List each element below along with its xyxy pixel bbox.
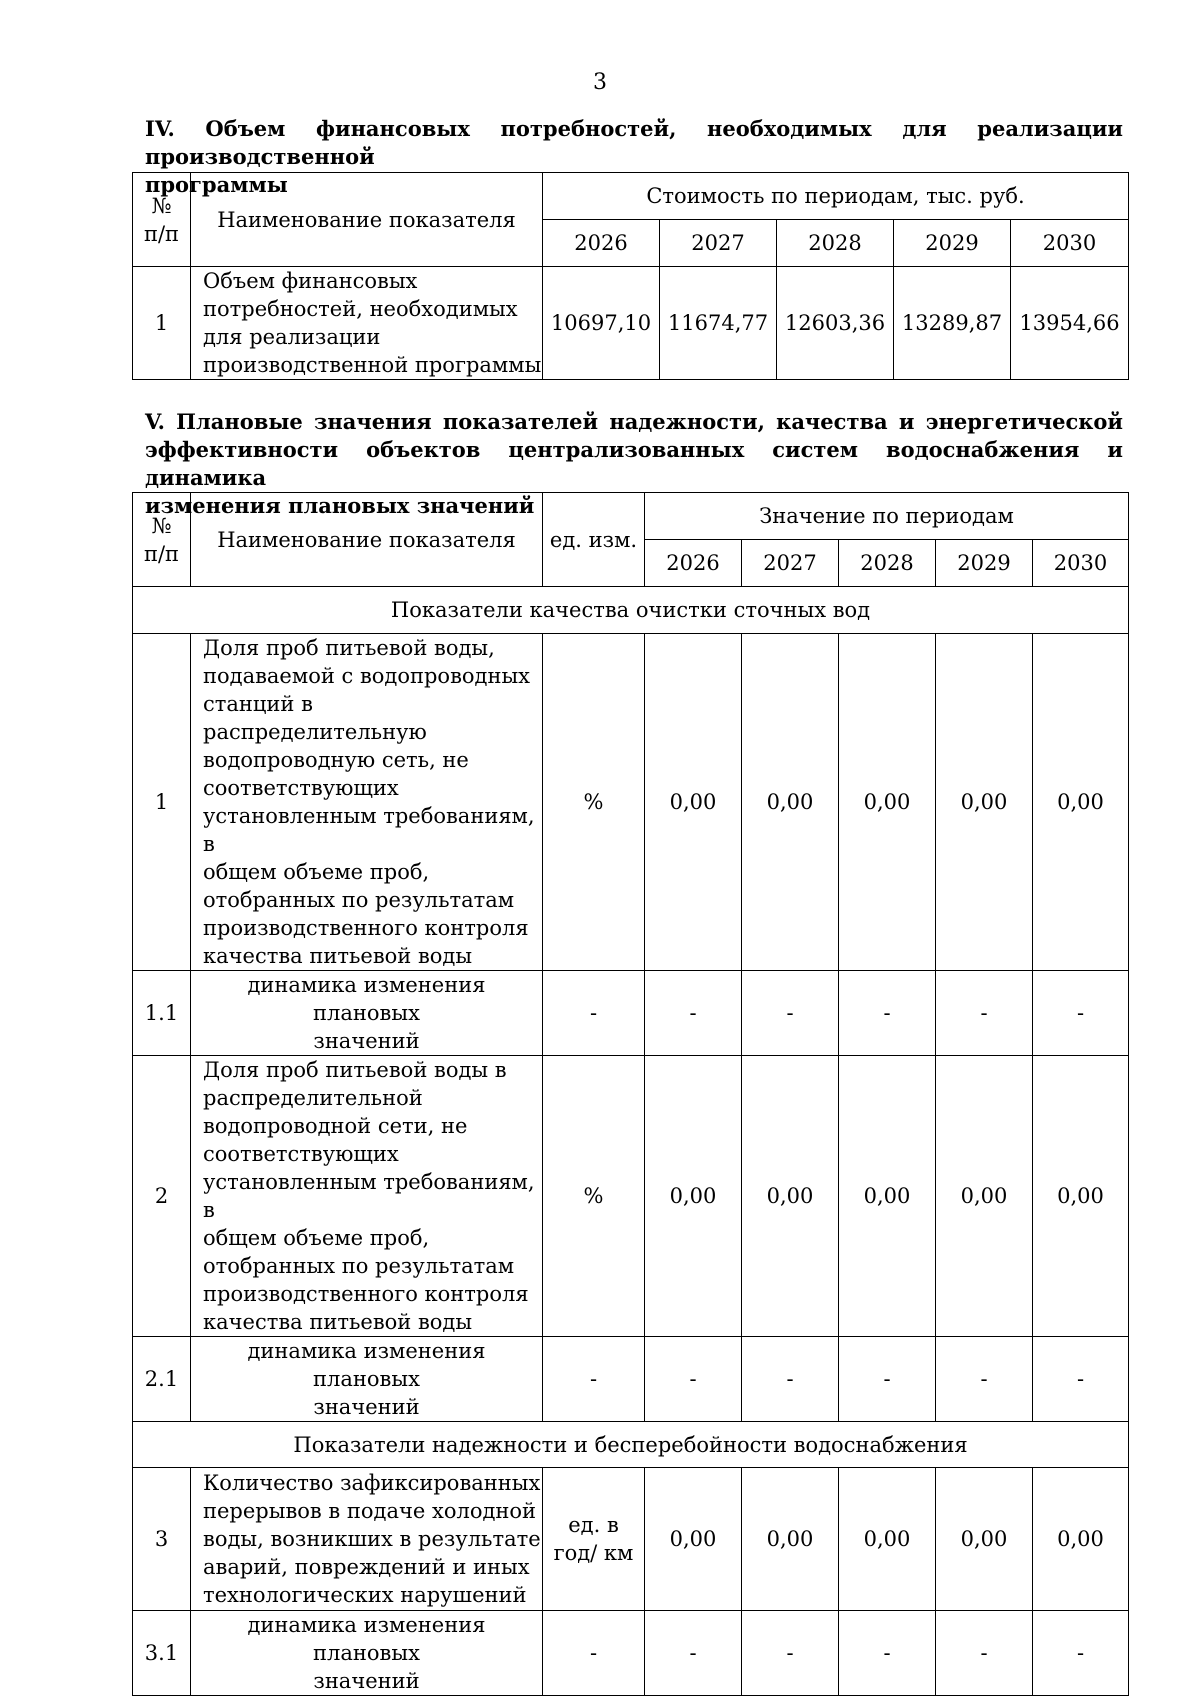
heading-line: программы <box>145 172 288 197</box>
header-name: Наименование показателя <box>191 493 543 587</box>
row-no: 2.1 <box>133 1337 191 1422</box>
name-line: Количество зафиксированных <box>203 1471 541 1495</box>
row-value: 0,00 <box>936 1468 1033 1611</box>
header-year: 2027 <box>742 540 839 587</box>
row-value: - <box>742 1337 839 1422</box>
row-value: 13289,87 <box>894 267 1011 380</box>
name-line: динамика изменения плановых <box>247 973 486 1025</box>
header-year: 2026 <box>543 220 660 267</box>
name-line: производственного контроля <box>203 916 529 940</box>
name-line: соответствующих <box>203 776 399 800</box>
table-row <box>133 1337 1129 1422</box>
name-line: аварий, повреждений и иных <box>203 1555 530 1579</box>
row-no: 2 <box>133 1056 191 1337</box>
row-value: - <box>645 971 742 1056</box>
row-value: - <box>742 971 839 1056</box>
header-year: 2029 <box>936 540 1033 587</box>
name-line: установленным требованиям, в <box>203 804 535 856</box>
row-value: 0,00 <box>839 1468 936 1611</box>
row-name <box>191 1056 543 1337</box>
row-no: 1 <box>133 634 191 971</box>
row-name <box>191 1468 543 1611</box>
table-row <box>133 267 1129 380</box>
table-row <box>133 1056 1129 1337</box>
header-name: Наименование показателя <box>191 173 543 267</box>
table-row <box>133 1468 1129 1611</box>
row-unit: % <box>543 634 645 971</box>
row-no: 1.1 <box>133 971 191 1056</box>
row-value: - <box>1033 971 1129 1056</box>
header-year: 2028 <box>777 220 894 267</box>
header-no-label: п/п <box>143 541 180 566</box>
header-cost: Стоимость по периодам, тыс. руб. <box>543 173 1129 220</box>
row-value: - <box>839 971 936 1056</box>
name-line: значений <box>313 1395 420 1419</box>
row-value: 0,00 <box>839 1056 936 1337</box>
group-header-reliability: Показатели надежности и бесперебойности водоснабжения <box>133 1422 1129 1468</box>
name-line: для реализации <box>203 325 381 349</box>
row-value: - <box>742 1611 839 1696</box>
row-value: 13954,66 <box>1011 267 1129 380</box>
header-year: 2028 <box>839 540 936 587</box>
row-name <box>191 1611 543 1696</box>
unit-line: год/ км <box>553 1541 634 1565</box>
row-value: - <box>839 1337 936 1422</box>
row-name <box>191 1337 543 1422</box>
header-no <box>133 173 191 267</box>
row-value: - <box>1033 1337 1129 1422</box>
name-line: отобранных по результатам <box>203 888 515 912</box>
name-line: значений <box>313 1029 420 1053</box>
name-line: станций в распределительную <box>203 692 427 744</box>
name-line: общем объеме проб, <box>203 1226 430 1250</box>
group-header-quality: Показатели качества очистки сточных вод <box>133 587 1129 634</box>
row-value: 12603,36 <box>777 267 894 380</box>
name-line: отобранных по результатам <box>203 1254 515 1278</box>
name-line: производственного контроля <box>203 1282 529 1306</box>
page-number: 3 <box>593 70 607 95</box>
row-unit: - <box>543 1611 645 1696</box>
heading-line: V. Плановые значения показателей надежности, качества и энергетической <box>145 409 1123 434</box>
name-line: воды, возникших в результате <box>203 1527 541 1551</box>
row-value: 0,00 <box>839 634 936 971</box>
table-row <box>133 971 1129 1056</box>
header-unit: ед. изм. <box>543 493 645 587</box>
row-value: - <box>1033 1611 1129 1696</box>
row-value: 0,00 <box>1033 1468 1129 1611</box>
unit-line: ед. в <box>568 1513 619 1537</box>
header-no-symbol: № <box>151 513 172 538</box>
row-unit <box>543 1468 645 1611</box>
indicators-table <box>132 492 1129 1696</box>
name-line: соответствующих <box>203 1142 399 1166</box>
row-value: 0,00 <box>645 634 742 971</box>
row-value: 0,00 <box>1033 634 1129 971</box>
name-line: потребностей, необходимых <box>203 297 518 321</box>
row-value: - <box>936 1611 1033 1696</box>
heading-line: эффективности объектов централизованных систем водоснабжения и динамика <box>145 437 1123 490</box>
row-value: 0,00 <box>645 1056 742 1337</box>
name-line: общем объеме проб, <box>203 860 430 884</box>
row-value: 0,00 <box>645 1468 742 1611</box>
row-name <box>191 634 543 971</box>
name-line: водопроводную сеть, не <box>203 748 469 772</box>
name-line: распределительной <box>203 1086 423 1110</box>
row-value: - <box>645 1611 742 1696</box>
name-line: производственной программы <box>203 353 542 377</box>
row-value: - <box>839 1611 936 1696</box>
header-year: 2026 <box>645 540 742 587</box>
header-no-symbol: № <box>151 193 172 218</box>
row-value: - <box>645 1337 742 1422</box>
name-line: подаваемой с водопроводных <box>203 664 531 688</box>
row-unit: - <box>543 1337 645 1422</box>
header-year: 2030 <box>1033 540 1129 587</box>
header-year: 2029 <box>894 220 1011 267</box>
table-row <box>133 634 1129 971</box>
financial-needs-table <box>132 172 1129 380</box>
row-value: 0,00 <box>742 1468 839 1611</box>
row-unit: - <box>543 971 645 1056</box>
row-value: 0,00 <box>1033 1056 1129 1337</box>
header-year: 2027 <box>660 220 777 267</box>
name-line: динамика изменения плановых <box>247 1339 486 1391</box>
name-line: установленным требованиям, в <box>203 1170 535 1222</box>
table-row <box>133 1611 1129 1696</box>
header-values: Значение по периодам <box>645 493 1129 540</box>
row-value: 0,00 <box>936 634 1033 971</box>
row-value: 0,00 <box>936 1056 1033 1337</box>
row-no: 3 <box>133 1468 191 1611</box>
row-unit: % <box>543 1056 645 1337</box>
row-value: 10697,10 <box>543 267 660 380</box>
header-no-label: п/п <box>143 221 180 246</box>
header-year: 2030 <box>1011 220 1129 267</box>
name-line: динамика изменения плановых <box>247 1613 486 1665</box>
row-no: 1 <box>133 267 191 380</box>
name-line: перерывов в подаче холодной <box>203 1499 537 1523</box>
heading-line: IV. Объем финансовых потребностей, необходимых для реализации производственной <box>145 116 1123 169</box>
name-line: качества питьевой воды <box>203 944 473 968</box>
name-line: значений <box>313 1669 420 1693</box>
name-line: водопроводной сети, не <box>203 1114 468 1138</box>
name-line: технологических нарушений <box>203 1583 527 1607</box>
name-line: Доля проб питьевой воды, <box>203 636 495 660</box>
name-line: Доля проб питьевой воды в <box>203 1058 507 1082</box>
header-no <box>133 493 191 587</box>
row-value: - <box>936 1337 1033 1422</box>
row-value: 11674,77 <box>660 267 777 380</box>
row-name <box>191 267 543 380</box>
row-value: 0,00 <box>742 634 839 971</box>
row-value: 0,00 <box>742 1056 839 1337</box>
row-name <box>191 971 543 1056</box>
heading-line: изменения плановых значений <box>145 493 535 518</box>
name-line: качества питьевой воды <box>203 1310 473 1334</box>
name-line: Объем финансовых <box>203 269 418 293</box>
row-value: - <box>936 971 1033 1056</box>
row-no: 3.1 <box>133 1611 191 1696</box>
